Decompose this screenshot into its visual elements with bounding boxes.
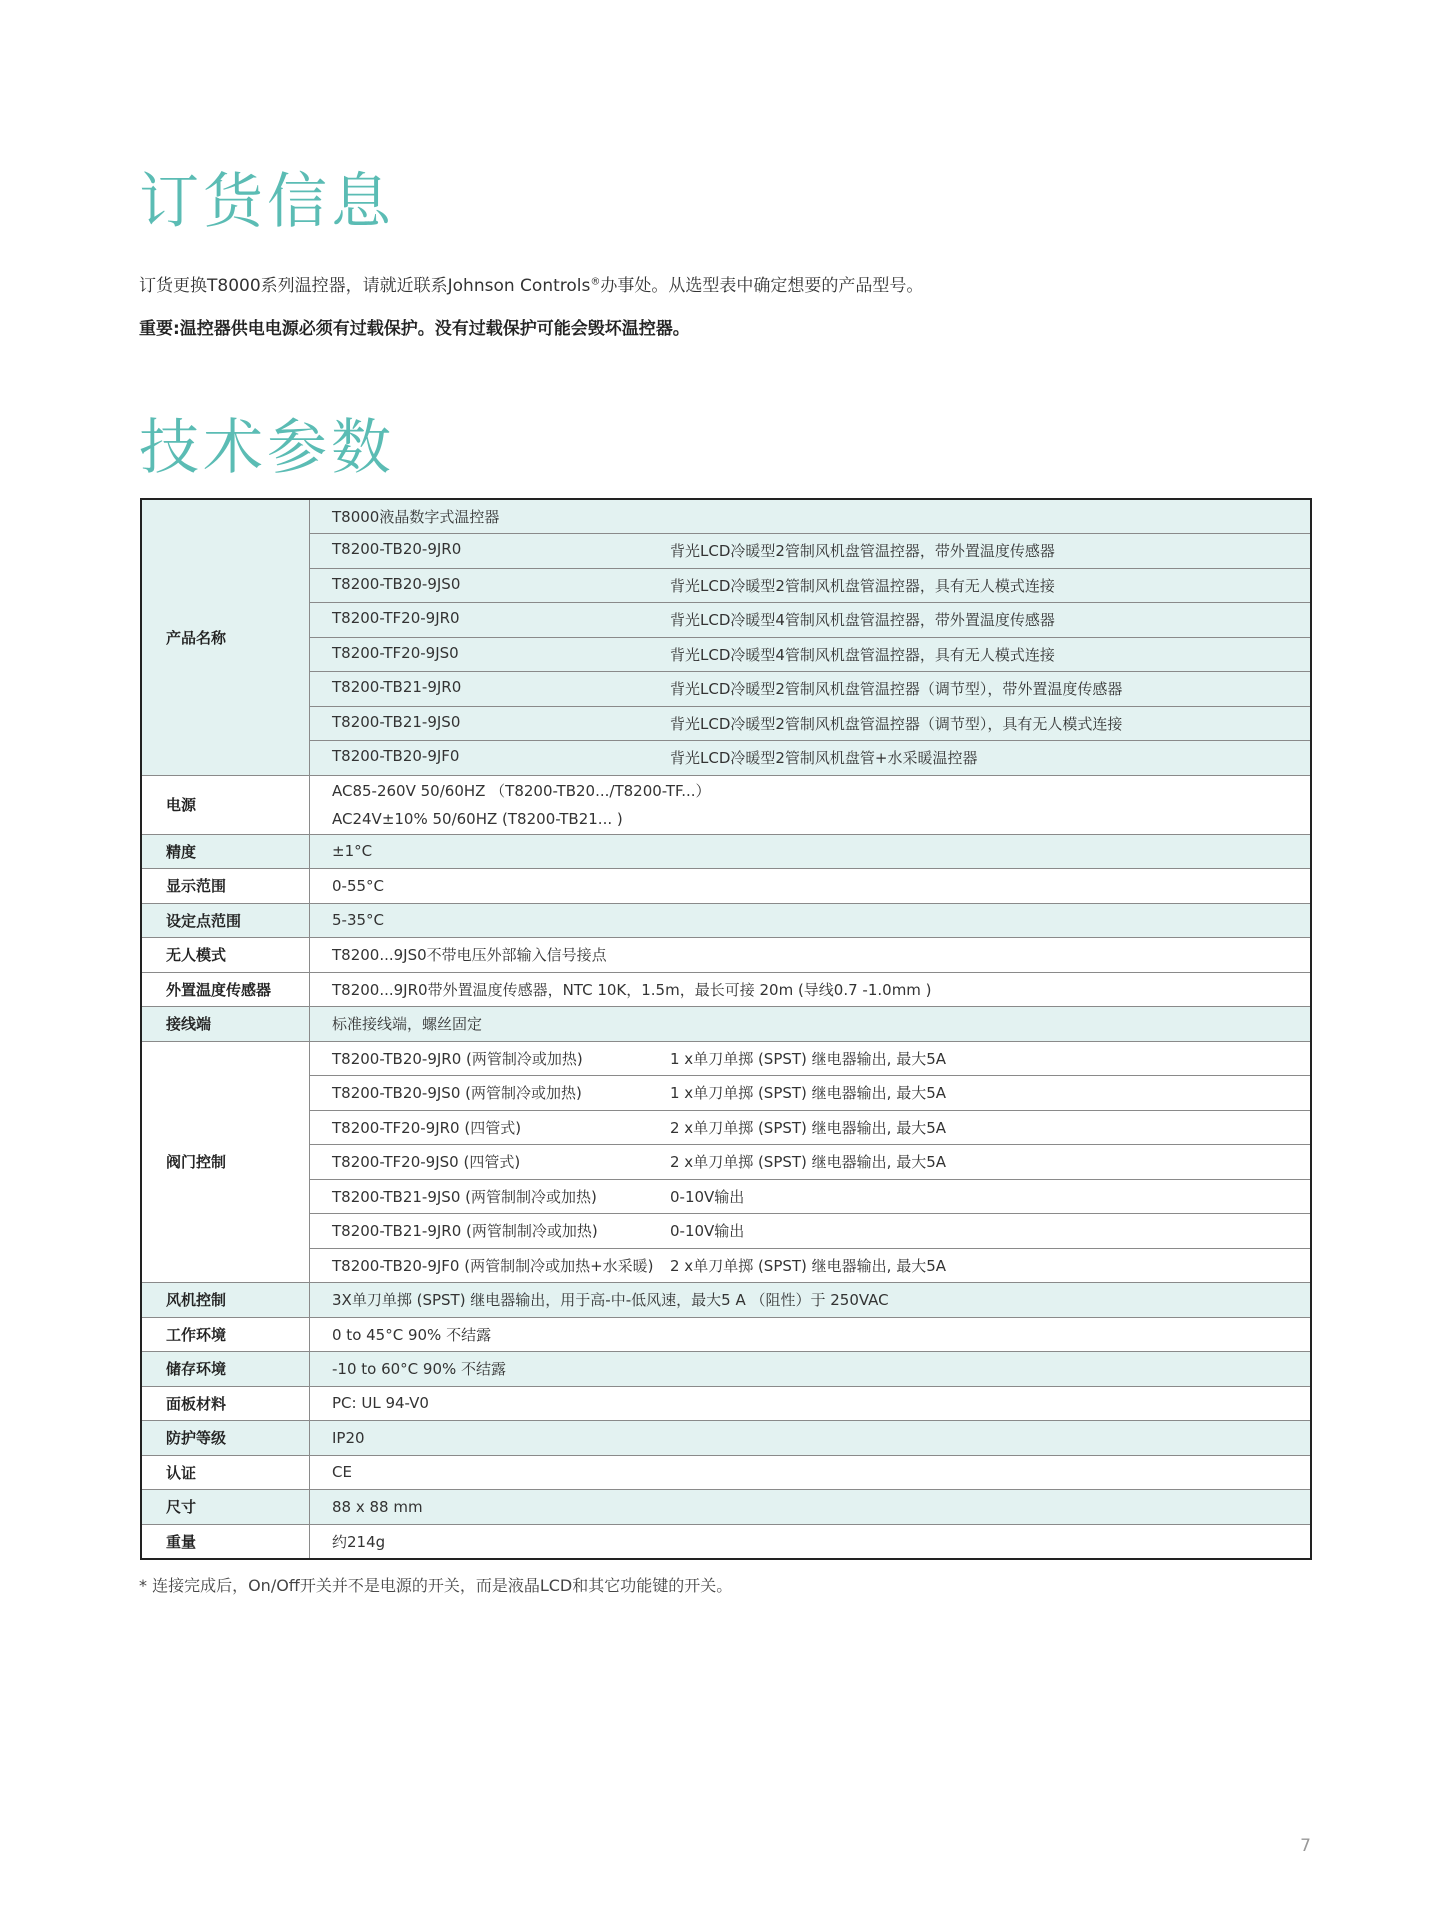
row-label: 工作环境 xyxy=(141,1317,310,1352)
table-row xyxy=(141,938,1311,973)
table-row xyxy=(141,1490,1311,1525)
product-desc: 背光LCD冷暖型2管制风机盘管+水采暖温控器 xyxy=(670,749,978,768)
row-label: 重量 xyxy=(141,1524,310,1559)
table-row xyxy=(141,1076,1311,1111)
table-row xyxy=(141,1179,1311,1214)
table-row xyxy=(141,1386,1311,1421)
table-row xyxy=(141,741,1311,776)
table-row xyxy=(141,568,1311,603)
row-value: 0-55°C xyxy=(310,869,1312,904)
product-desc: 背光LCD冷暖型2管制风机盘管温控器（调节型），带外置温度传感器 xyxy=(670,680,1123,699)
valve-output: 0-10V输出 xyxy=(670,1187,745,1206)
valve-model: T8200-TB20-9JR0 (两管制冷或加热) xyxy=(332,1049,583,1068)
order-info-text-a: 订货更换T8000系列温控器，请就近联系Johnson Controls xyxy=(139,276,591,296)
product-model: T8200-TF20-9JR0 xyxy=(332,609,460,628)
row-label: 外置温度传感器 xyxy=(141,972,310,1007)
row-value: PC: UL 94-V0 xyxy=(310,1386,1312,1421)
table-row xyxy=(141,499,1311,534)
row-value: 约214g xyxy=(310,1524,1312,1559)
table-row xyxy=(141,1421,1311,1456)
important-note: 重要:温控器供电电源必须有过载保护。没有过载保护可能会毁坏温控器。 xyxy=(139,319,690,339)
row-value: ±1°C xyxy=(310,834,1312,869)
tech-params-heading: 技术参数 xyxy=(139,413,395,483)
row-label: 显示范围 xyxy=(141,869,310,904)
valve-model: T8200-TB20-9JF0 (两管制制冷或加热+水采暖) xyxy=(332,1256,654,1275)
row-value: -10 to 60°C 90% 不结露 xyxy=(310,1352,1312,1387)
row-label: 储存环境 xyxy=(141,1352,310,1387)
row-label: 无人模式 xyxy=(141,938,310,973)
row-label: 精度 xyxy=(141,834,310,869)
valve-output: 1 x单刀单掷 (SPST) 继电器输出, 最大5A xyxy=(670,1084,947,1103)
row-value: IP20 xyxy=(310,1421,1312,1456)
row-label: 设定点范围 xyxy=(141,903,310,938)
table-row xyxy=(141,869,1311,904)
power-line-2: AC24V±10% 50/60HZ (T8200-TB21... ) xyxy=(332,809,623,828)
page-number: 7 xyxy=(1300,1836,1311,1856)
table-row xyxy=(141,1041,1311,1076)
row-label: 风机控制 xyxy=(141,1283,310,1318)
table-row xyxy=(141,1248,1311,1283)
row-label-power: 电源 xyxy=(141,775,310,834)
order-info-heading: 订货信息 xyxy=(139,167,395,237)
table-row xyxy=(141,1317,1311,1352)
table-row xyxy=(141,1283,1311,1318)
power-value xyxy=(310,775,1312,834)
table-row xyxy=(141,1352,1311,1387)
valve-model: T8200-TF20-9JS0 (四管式) xyxy=(332,1153,521,1172)
table-row xyxy=(141,972,1311,1007)
row-value: 3X单刀单掷 (SPST) 继电器输出，用于高-中-低风速，最大5 A （阻性）于 250VAC xyxy=(310,1283,1312,1318)
table-row xyxy=(141,1455,1311,1490)
row-label: 接线端 xyxy=(141,1007,310,1042)
row-label-product: 产品名称 xyxy=(141,499,310,775)
row-value: T8200...9JS0不带电压外部输入信号接点 xyxy=(310,938,1312,973)
row-label: 尺寸 xyxy=(141,1490,310,1525)
product-model: T8200-TB20-9JF0 xyxy=(332,747,460,766)
table-row xyxy=(141,534,1311,569)
row-label: 面板材料 xyxy=(141,1386,310,1421)
valve-model: T8200-TB21-9JR0 (两管制制冷或加热) xyxy=(332,1222,598,1241)
row-value: 标准接线端，螺丝固定 xyxy=(310,1007,1312,1042)
valve-output: 2 x单刀单掷 (SPST) 继电器输出, 最大5A xyxy=(670,1118,947,1137)
valve-output: 1 x单刀单掷 (SPST) 继电器输出, 最大5A xyxy=(670,1049,947,1068)
product-desc: 背光LCD冷暖型2管制风机盘管温控器，具有无人模式连接 xyxy=(670,576,1055,595)
row-value: 88 x 88 mm xyxy=(310,1490,1312,1525)
table-row xyxy=(141,1524,1311,1559)
table-row xyxy=(141,672,1311,707)
order-info-paragraph xyxy=(139,271,923,296)
product-model: T8200-TB21-9JS0 xyxy=(332,712,461,731)
row-value: CE xyxy=(310,1455,1312,1490)
table-row xyxy=(141,834,1311,869)
product-desc: 背光LCD冷暖型2管制风机盘管温控器，带外置温度传感器 xyxy=(670,542,1055,561)
valve-output: 2 x单刀单掷 (SPST) 继电器输出, 最大5A xyxy=(670,1256,947,1275)
order-info-text-b: 办事处。从选型表中确定想要的产品型号。 xyxy=(600,276,924,296)
row-label: 认证 xyxy=(141,1455,310,1490)
row-label-valve: 阀门控制 xyxy=(141,1041,310,1283)
product-desc: 背光LCD冷暖型4管制风机盘管温控器，具有无人模式连接 xyxy=(670,645,1055,664)
row-label: 防护等级 xyxy=(141,1421,310,1456)
valve-model: T8200-TB20-9JS0 (两管制冷或加热) xyxy=(332,1084,582,1103)
table-row xyxy=(141,1110,1311,1145)
valve-output: 2 x单刀单掷 (SPST) 继电器输出, 最大5A xyxy=(670,1153,947,1172)
table-row xyxy=(141,706,1311,741)
registered-mark: ® xyxy=(590,276,601,288)
product-desc: 背光LCD冷暖型4管制风机盘管温控器，带外置温度传感器 xyxy=(670,611,1055,630)
spec-table xyxy=(140,498,1312,1560)
product-desc: 背光LCD冷暖型2管制风机盘管温控器（调节型），具有无人模式连接 xyxy=(670,714,1123,733)
table-row xyxy=(141,637,1311,672)
table-row xyxy=(141,775,1311,834)
product-model: T8200-TB20-9JS0 xyxy=(332,574,461,593)
product-model: T8200-TF20-9JS0 xyxy=(332,643,459,662)
table-row xyxy=(141,1145,1311,1180)
footnote: * 连接完成后，On/Off开关并不是电源的开关，而是液晶LCD和其它功能键的开关。 xyxy=(139,1576,733,1595)
row-value: 0 to 45°C 90% 不结露 xyxy=(310,1317,1312,1352)
table-row xyxy=(141,1007,1311,1042)
power-line-1: AC85-260V 50/60HZ （T8200-TB20.../T8200-TF...） xyxy=(332,781,711,800)
row-value: T8200...9JR0带外置温度传感器，NTC 10K，1.5m，最长可接 20m (导线0.7 -1.0mm ) xyxy=(310,972,1312,1007)
product-model: T8200-TB20-9JR0 xyxy=(332,540,462,559)
valve-model: T8200-TB21-9JS0 (两管制制冷或加热) xyxy=(332,1187,597,1206)
valve-output: 0-10V输出 xyxy=(670,1222,745,1241)
table-row xyxy=(141,903,1311,938)
product-model: T8200-TB21-9JR0 xyxy=(332,678,462,697)
table-row xyxy=(141,1214,1311,1249)
table-row xyxy=(141,603,1311,638)
row-value: 5-35°C xyxy=(310,903,1312,938)
valve-model: T8200-TF20-9JR0 (四管式) xyxy=(332,1118,522,1137)
product-header: T8000液晶数字式温控器 xyxy=(310,499,1312,534)
